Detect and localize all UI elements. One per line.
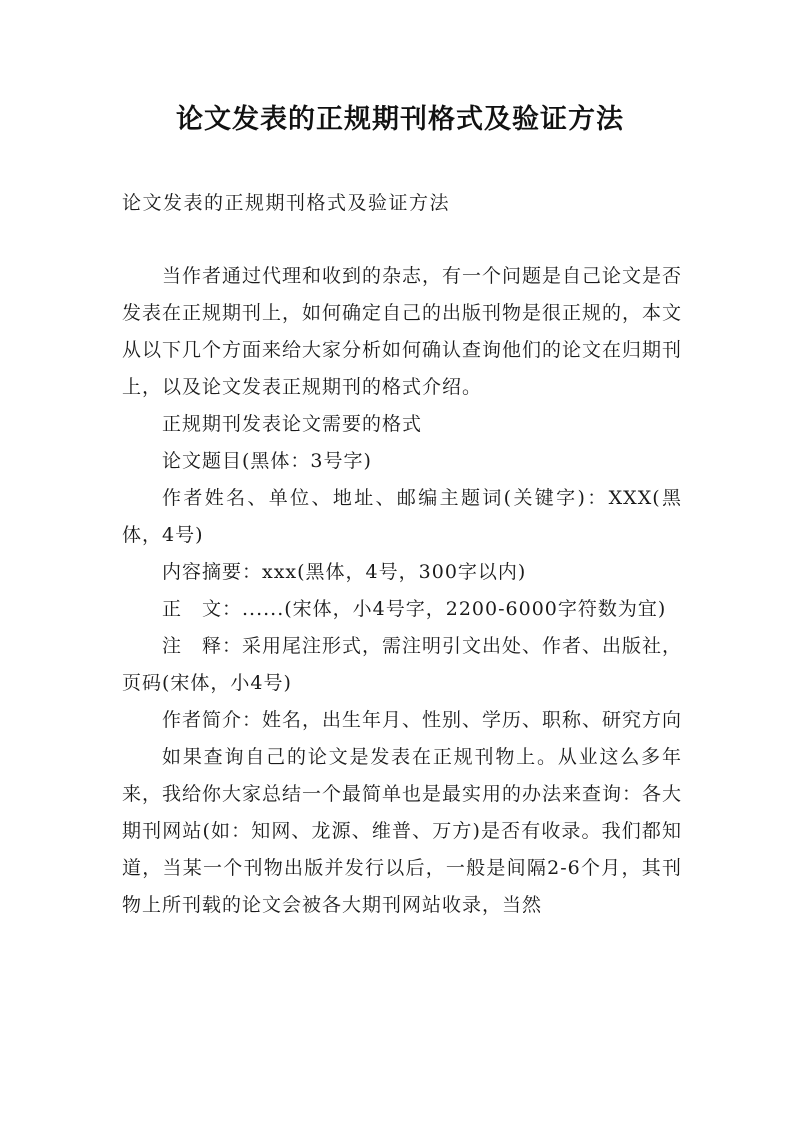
format-abstract-paragraph: 内容摘要：xxx(黑体，4号，300字以内) [162, 561, 527, 583]
document-title: 论文发表的正规期刊格式及验证方法 [176, 104, 624, 135]
document-body [122, 258, 682, 924]
document-subtitle: 论文发表的正规期刊格式及验证方法 [122, 192, 451, 214]
format-body-paragraph: 正 文：......(宋体，小4号字，2200-6000字符数为宜) [162, 598, 667, 620]
intro-paragraph: 当作者通过代理和收到的杂志，有一个问题是自己论文是否发表在正规期刊上，如何确定自己的出版刊物是很正规的，本文从以下几个方面来给大家分析如何确认查询他们的论文在归期刊上，以及论文发表正规期刊的格式介绍。 [122, 265, 683, 398]
format-heading-paragraph: 正规期刊发表论文需要的格式 [162, 413, 423, 435]
format-author-paragraph: 作者姓名、单位、地址、邮编主题词(关键字)：XXX(黑体，4号) [122, 487, 682, 546]
format-bio-paragraph: 作者简介：姓名，出生年月、性别、学历、职称、研究方向 [162, 709, 683, 731]
verification-paragraph: 如果查询自己的论文是发表在正规刊物上。从业这么多年来，我给你大家总结一个最简单也是最实用的办法来查询：各大期刊网站(如：知网、龙源、维普、万方)是否有收录。我们都知道，当某一个刊物出版并发行以后，一般是间隔2-6个月，其刊物上所刊载的论文会被各大期刊网站收录，当然 [122, 746, 683, 916]
format-notes-paragraph: 注 释：采用尾注形式，需注明引文出处、作者、出版社，页码(宋体，小4号) [122, 635, 683, 694]
format-title-paragraph: 论文题目(黑体：3号字) [162, 450, 372, 472]
